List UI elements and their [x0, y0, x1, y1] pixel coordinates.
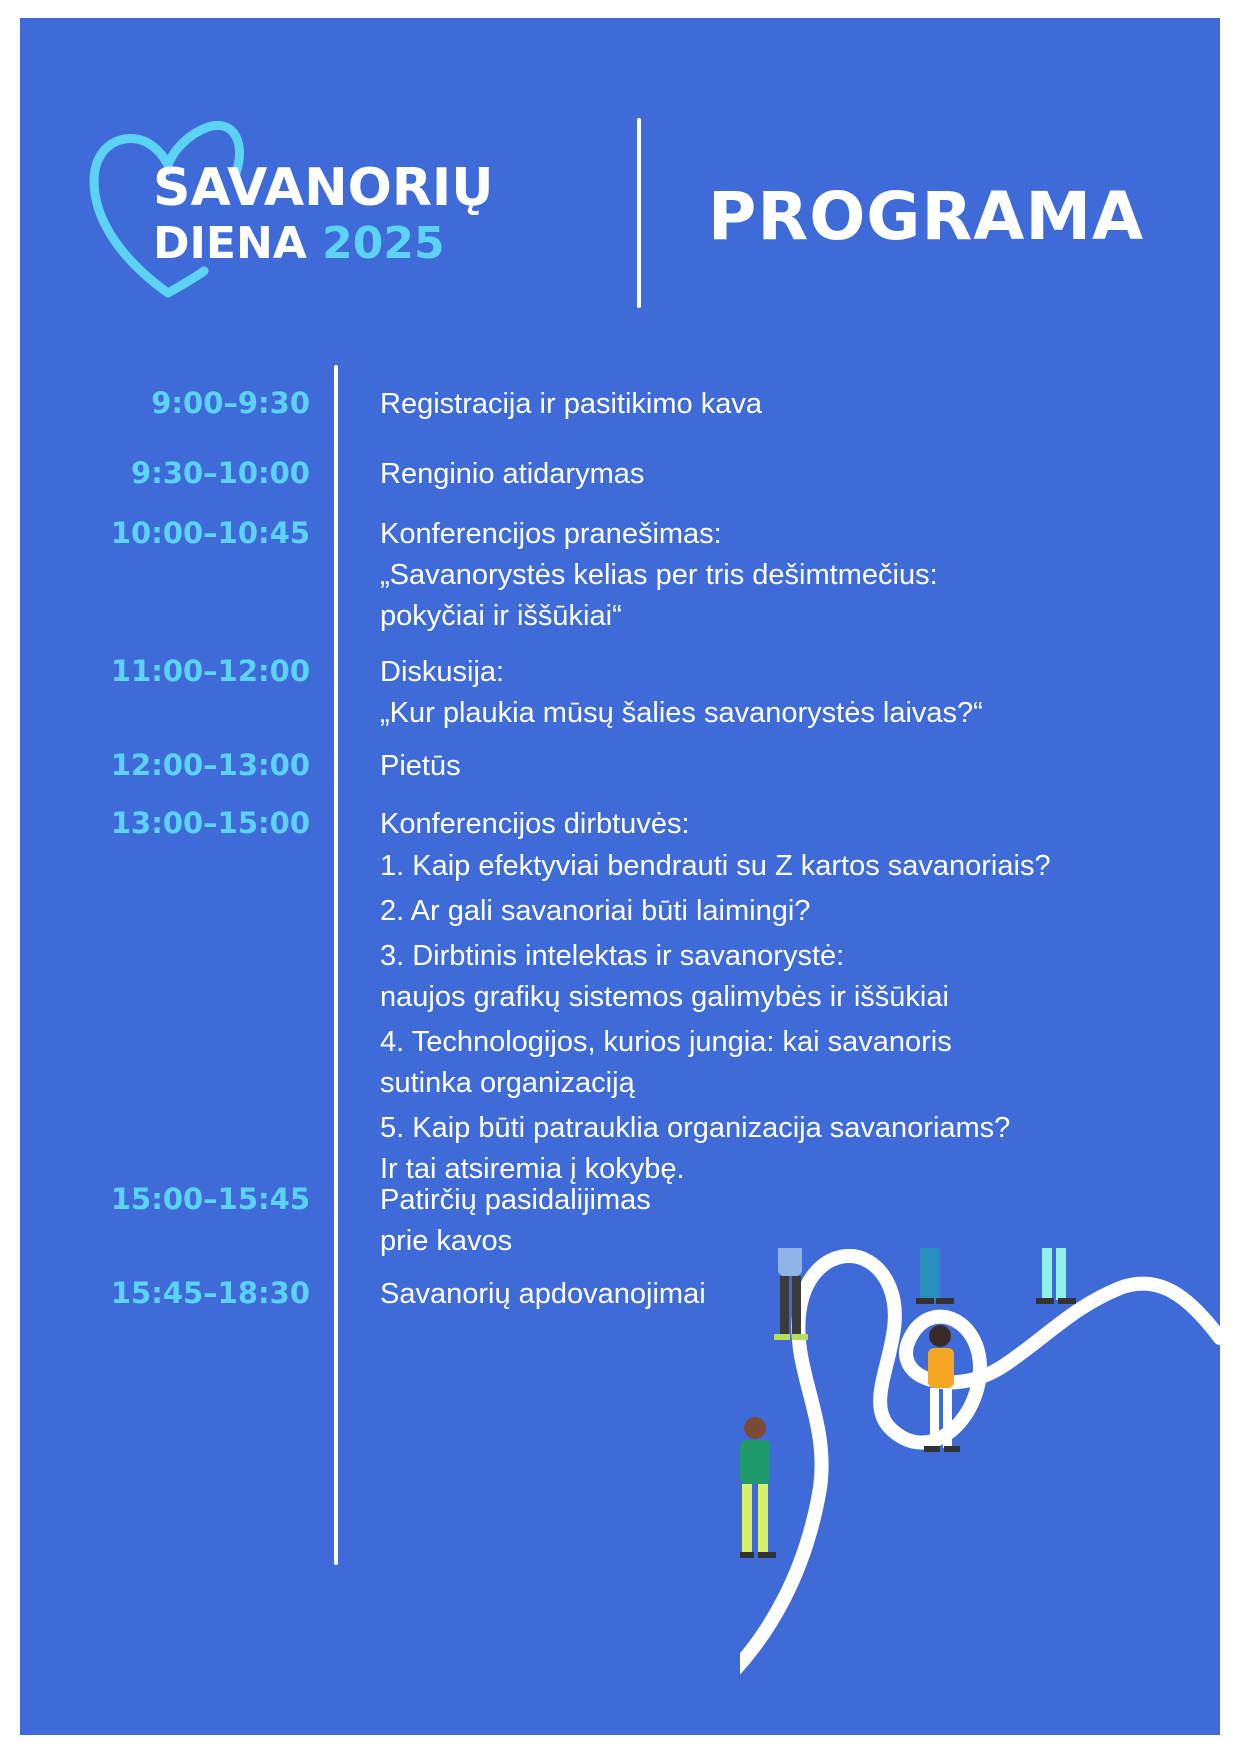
schedule-time: 15:45–18:30 — [110, 1276, 310, 1310]
description-line: prie kavos — [380, 1225, 513, 1257]
poster — [20, 18, 1220, 1735]
schedule-description — [380, 1180, 651, 1262]
workshop-list — [380, 846, 1051, 1194]
schedule-description — [380, 454, 644, 495]
description-line: „Kur plaukia mūsų šalies savanorystės laivas?“ — [380, 697, 983, 729]
schedule-time: 9:00–9:30 — [151, 386, 310, 420]
timeline-line — [334, 365, 338, 1565]
schedule-description — [380, 652, 983, 734]
schedule-description — [380, 384, 762, 425]
description-line: Savanorių apdovanojimai — [380, 1278, 706, 1310]
schedule-description — [380, 514, 938, 637]
person-green-shirt — [740, 1417, 776, 1558]
description-line: Patirčių pasidalijimas — [380, 1184, 651, 1216]
schedule-time: 11:00–12:00 — [110, 654, 310, 688]
logo-subtitle — [153, 218, 445, 269]
workshop-line: naujos grafikų sistemos galimybės ir iššūkiai — [380, 981, 949, 1013]
volunteers-illustration — [740, 1248, 1220, 1735]
description-line: pokyčiai ir iššūkiai“ — [380, 600, 622, 632]
description-line: Renginio atidarymas — [380, 458, 645, 490]
header-divider — [637, 118, 641, 308]
schedule-time: 15:00–15:45 — [110, 1182, 310, 1216]
description-line: „Savanorystės kelias per tris dešimtmečius: — [380, 559, 938, 591]
page-title: PROGRAMA — [708, 178, 1145, 255]
schedule-description — [380, 804, 690, 845]
workshop-line: sutinka organizaciją — [380, 1067, 635, 1099]
description-line: Registracija ir pasitikimo kava — [380, 388, 762, 420]
schedule-time: 9:30–10:00 — [131, 456, 310, 490]
person-pink-shirt — [1036, 1248, 1076, 1304]
workshop-line: 1. Kaip efektyviai bendrauti su Z kartos savanoriais? — [380, 850, 1051, 882]
logo-year: 2025 — [322, 218, 445, 269]
schedule-time: 10:00–10:45 — [110, 516, 310, 550]
workshop-line: Ir tai atsiremia į kokybę. — [380, 1153, 685, 1185]
schedule-description — [380, 746, 461, 787]
description-line: Konferencijos pranešimas: — [380, 518, 722, 550]
description-line: Konferencijos dirbtuvės: — [380, 808, 690, 840]
workshop-item — [380, 891, 1051, 932]
ribbon — [740, 1256, 1220, 1718]
logo-word: DIENA — [153, 218, 307, 269]
logo-title: SAVANORIŲ — [153, 158, 494, 218]
workshop-line: 3. Dirbtinis intelektas ir savanorystė: — [380, 940, 845, 972]
schedule-description — [380, 1274, 706, 1315]
workshop-line: 2. Ar gali savanoriai būti laimingi? — [380, 895, 811, 927]
workshop-item — [380, 1108, 1051, 1190]
workshop-line: 4. Technologijos, kurios jungia: kai savanoris — [380, 1026, 952, 1058]
workshop-item — [380, 846, 1051, 887]
schedule-time: 12:00–13:00 — [110, 748, 310, 782]
workshop-item — [380, 1022, 1051, 1104]
schedule-time: 13:00–15:00 — [110, 806, 310, 840]
workshop-item — [380, 936, 1051, 1018]
description-line: Diskusija: — [380, 656, 505, 688]
description-line: Pietūs — [380, 750, 461, 782]
workshop-line: 5. Kaip būti patrauklia organizacija savanoriams? — [380, 1112, 1011, 1144]
person-teal-shirt — [916, 1248, 954, 1304]
